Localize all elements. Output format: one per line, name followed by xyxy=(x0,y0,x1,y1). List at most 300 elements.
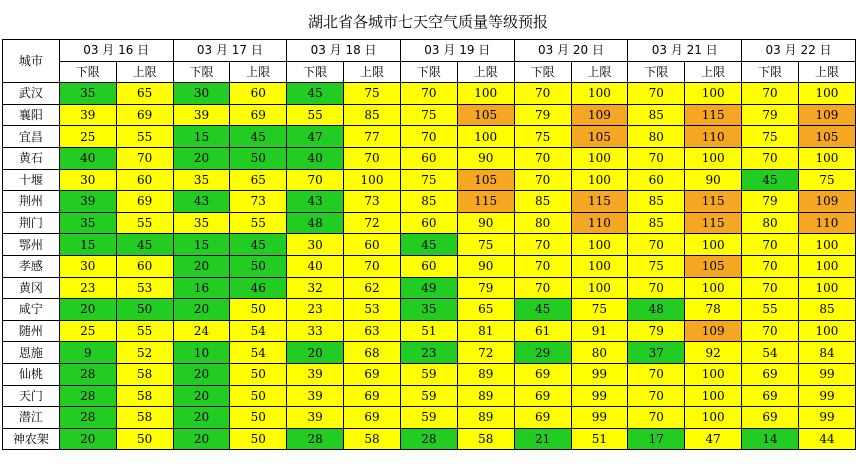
lower-limit-cell: 75 xyxy=(628,255,685,277)
upper-limit-cell: 68 xyxy=(344,342,401,364)
upper-limit-cell: 58 xyxy=(116,363,173,385)
lower-limit-cell: 70 xyxy=(742,320,799,342)
upper-limit-cell: 109 xyxy=(798,104,855,126)
upper-limit-cell: 85 xyxy=(798,299,855,321)
lower-limit-cell: 37 xyxy=(628,342,685,364)
date-header: 03 月 16 日 xyxy=(59,40,173,62)
upper-limit-cell: 90 xyxy=(457,255,514,277)
lower-limit-cell: 69 xyxy=(742,385,799,407)
upper-limit-cell: 60 xyxy=(116,255,173,277)
lower-limit-cell: 54 xyxy=(742,342,799,364)
upper-limit-cell: 45 xyxy=(230,234,287,256)
upper-limit-cell: 105 xyxy=(571,126,628,148)
city-name: 天门 xyxy=(3,385,60,407)
city-name: 神农架 xyxy=(3,428,60,450)
table-body xyxy=(3,83,856,450)
upper-limit-cell: 115 xyxy=(685,104,742,126)
upper-limit-cell: 89 xyxy=(457,363,514,385)
upper-limit-cell: 50 xyxy=(230,385,287,407)
date-header-row xyxy=(3,40,856,62)
upper-limit-header: 上限 xyxy=(457,61,514,83)
lower-limit-cell: 70 xyxy=(514,83,571,105)
upper-limit-cell: 78 xyxy=(685,299,742,321)
table-row xyxy=(3,104,856,126)
upper-limit-header: 上限 xyxy=(798,61,855,83)
upper-limit-cell: 79 xyxy=(457,277,514,299)
upper-limit-cell: 110 xyxy=(798,212,855,234)
lower-limit-cell: 15 xyxy=(173,126,230,148)
lower-limit-cell: 40 xyxy=(59,147,116,169)
upper-limit-cell: 100 xyxy=(344,169,401,191)
upper-limit-cell: 85 xyxy=(344,104,401,126)
lower-limit-header: 下限 xyxy=(742,61,799,83)
upper-limit-cell: 45 xyxy=(230,126,287,148)
table-row xyxy=(3,277,856,299)
upper-limit-cell: 55 xyxy=(116,320,173,342)
upper-limit-cell: 80 xyxy=(571,342,628,364)
lower-limit-cell: 59 xyxy=(400,363,457,385)
upper-limit-cell: 47 xyxy=(685,428,742,450)
lower-limit-cell: 35 xyxy=(400,299,457,321)
lower-limit-cell: 23 xyxy=(287,299,344,321)
upper-limit-cell: 60 xyxy=(344,234,401,256)
lower-limit-cell: 70 xyxy=(287,169,344,191)
lower-limit-cell: 69 xyxy=(514,385,571,407)
date-header: 03 月 19 日 xyxy=(400,40,514,62)
table-row xyxy=(3,234,856,256)
lower-limit-cell: 29 xyxy=(514,342,571,364)
upper-limit-cell: 69 xyxy=(230,104,287,126)
lower-limit-cell: 75 xyxy=(400,169,457,191)
city-name: 仙桃 xyxy=(3,363,60,385)
upper-limit-cell: 91 xyxy=(571,320,628,342)
lower-limit-cell: 60 xyxy=(400,147,457,169)
lower-limit-cell: 28 xyxy=(59,407,116,429)
upper-limit-cell: 115 xyxy=(457,191,514,213)
upper-limit-cell: 100 xyxy=(685,83,742,105)
lower-limit-cell: 85 xyxy=(628,104,685,126)
upper-limit-cell: 69 xyxy=(116,191,173,213)
lower-limit-cell: 28 xyxy=(400,428,457,450)
lower-limit-cell: 32 xyxy=(287,277,344,299)
lower-limit-cell: 70 xyxy=(628,147,685,169)
lower-limit-cell: 79 xyxy=(628,320,685,342)
city-name: 恩施 xyxy=(3,342,60,364)
lower-limit-cell: 20 xyxy=(59,428,116,450)
upper-limit-cell: 62 xyxy=(344,277,401,299)
upper-limit-cell: 99 xyxy=(798,385,855,407)
upper-limit-cell: 50 xyxy=(116,299,173,321)
lower-limit-cell: 59 xyxy=(400,407,457,429)
lower-limit-cell: 70 xyxy=(742,83,799,105)
upper-limit-cell: 50 xyxy=(230,363,287,385)
upper-limit-cell: 70 xyxy=(344,147,401,169)
lower-limit-cell: 79 xyxy=(514,104,571,126)
lower-limit-cell: 48 xyxy=(287,212,344,234)
lower-limit-cell: 59 xyxy=(400,385,457,407)
city-column-header: 城市 xyxy=(3,40,60,83)
upper-limit-header: 上限 xyxy=(685,61,742,83)
upper-limit-cell: 50 xyxy=(230,407,287,429)
date-header: 03 月 20 日 xyxy=(514,40,628,62)
city-name: 黄冈 xyxy=(3,277,60,299)
lower-limit-cell: 45 xyxy=(287,83,344,105)
lower-limit-cell: 40 xyxy=(287,255,344,277)
lower-limit-cell: 20 xyxy=(59,299,116,321)
lower-limit-cell: 70 xyxy=(742,147,799,169)
lower-limit-cell: 35 xyxy=(59,83,116,105)
lower-limit-cell: 85 xyxy=(628,212,685,234)
lower-limit-cell: 25 xyxy=(59,320,116,342)
upper-limit-cell: 65 xyxy=(457,299,514,321)
upper-limit-cell: 109 xyxy=(798,191,855,213)
upper-limit-cell: 100 xyxy=(798,255,855,277)
city-name: 武汉 xyxy=(3,83,60,105)
upper-limit-header: 上限 xyxy=(116,61,173,83)
upper-limit-cell: 69 xyxy=(344,407,401,429)
upper-limit-cell: 100 xyxy=(685,363,742,385)
lower-limit-cell: 80 xyxy=(514,212,571,234)
lower-limit-cell: 30 xyxy=(287,234,344,256)
lower-limit-cell: 69 xyxy=(514,363,571,385)
lower-limit-cell: 30 xyxy=(59,255,116,277)
lower-limit-header: 下限 xyxy=(287,61,344,83)
upper-limit-cell: 50 xyxy=(230,147,287,169)
lower-limit-header: 下限 xyxy=(514,61,571,83)
city-name: 襄阳 xyxy=(3,104,60,126)
lower-limit-cell: 43 xyxy=(173,191,230,213)
upper-limit-cell: 72 xyxy=(457,342,514,364)
upper-limit-cell: 100 xyxy=(685,277,742,299)
upper-limit-cell: 75 xyxy=(344,83,401,105)
upper-limit-cell: 110 xyxy=(571,212,628,234)
upper-limit-cell: 54 xyxy=(230,342,287,364)
lower-limit-cell: 21 xyxy=(514,428,571,450)
upper-limit-cell: 75 xyxy=(457,234,514,256)
upper-limit-cell: 99 xyxy=(571,385,628,407)
lower-limit-cell: 35 xyxy=(173,212,230,234)
lower-limit-cell: 51 xyxy=(400,320,457,342)
upper-limit-cell: 53 xyxy=(344,299,401,321)
city-name: 宜昌 xyxy=(3,126,60,148)
date-header: 03 月 17 日 xyxy=(173,40,287,62)
lower-limit-cell: 15 xyxy=(59,234,116,256)
city-name: 黄石 xyxy=(3,147,60,169)
upper-limit-header: 上限 xyxy=(230,61,287,83)
upper-limit-cell: 90 xyxy=(457,212,514,234)
city-name: 随州 xyxy=(3,320,60,342)
lower-limit-cell: 69 xyxy=(742,363,799,385)
upper-limit-cell: 50 xyxy=(116,428,173,450)
lower-limit-cell: 85 xyxy=(628,191,685,213)
upper-limit-cell: 100 xyxy=(457,83,514,105)
upper-limit-cell: 100 xyxy=(798,277,855,299)
lower-limit-cell: 17 xyxy=(628,428,685,450)
upper-limit-cell: 84 xyxy=(798,342,855,364)
date-header: 03 月 21 日 xyxy=(628,40,742,62)
city-name: 鄂州 xyxy=(3,234,60,256)
upper-limit-cell: 53 xyxy=(116,277,173,299)
lower-limit-cell: 70 xyxy=(628,385,685,407)
upper-limit-header: 上限 xyxy=(571,61,628,83)
lower-limit-header: 下限 xyxy=(173,61,230,83)
upper-limit-cell: 51 xyxy=(571,428,628,450)
upper-limit-cell: 46 xyxy=(230,277,287,299)
upper-limit-cell: 65 xyxy=(116,83,173,105)
lower-limit-cell: 75 xyxy=(400,104,457,126)
table-row xyxy=(3,342,856,364)
lower-limit-cell: 23 xyxy=(59,277,116,299)
upper-limit-cell: 100 xyxy=(798,234,855,256)
lower-limit-cell: 70 xyxy=(628,277,685,299)
lower-limit-cell: 49 xyxy=(400,277,457,299)
upper-limit-cell: 58 xyxy=(344,428,401,450)
lower-limit-cell: 20 xyxy=(173,299,230,321)
lower-limit-cell: 60 xyxy=(628,169,685,191)
lower-limit-cell: 79 xyxy=(742,191,799,213)
lower-limit-cell: 43 xyxy=(287,191,344,213)
upper-limit-cell: 70 xyxy=(344,255,401,277)
lower-limit-cell: 23 xyxy=(400,342,457,364)
table-row xyxy=(3,299,856,321)
lower-limit-cell: 20 xyxy=(173,147,230,169)
lower-limit-cell: 70 xyxy=(628,363,685,385)
upper-limit-cell: 58 xyxy=(116,385,173,407)
upper-limit-cell: 75 xyxy=(571,299,628,321)
upper-limit-cell: 72 xyxy=(344,212,401,234)
table-row xyxy=(3,212,856,234)
upper-limit-cell: 110 xyxy=(685,126,742,148)
city-name: 荆州 xyxy=(3,191,60,213)
upper-limit-cell: 100 xyxy=(685,407,742,429)
upper-limit-cell: 89 xyxy=(457,385,514,407)
lower-limit-cell: 39 xyxy=(287,363,344,385)
lower-limit-cell: 70 xyxy=(514,234,571,256)
lower-limit-cell: 28 xyxy=(287,428,344,450)
upper-limit-cell: 105 xyxy=(457,169,514,191)
upper-limit-cell: 69 xyxy=(344,385,401,407)
upper-limit-cell: 100 xyxy=(798,147,855,169)
lower-limit-cell: 24 xyxy=(173,320,230,342)
upper-limit-cell: 100 xyxy=(571,147,628,169)
lower-limit-cell: 39 xyxy=(287,407,344,429)
lower-limit-cell: 75 xyxy=(742,126,799,148)
table-row xyxy=(3,147,856,169)
lower-limit-cell: 75 xyxy=(514,126,571,148)
lower-limit-cell: 39 xyxy=(59,191,116,213)
table-row xyxy=(3,169,856,191)
lower-limit-header: 下限 xyxy=(628,61,685,83)
lower-limit-cell: 70 xyxy=(400,83,457,105)
lower-limit-cell: 15 xyxy=(173,234,230,256)
upper-limit-cell: 81 xyxy=(457,320,514,342)
upper-limit-cell: 100 xyxy=(571,277,628,299)
lower-limit-cell: 70 xyxy=(400,126,457,148)
lower-limit-cell: 30 xyxy=(173,83,230,105)
page-title: 湖北省各城市七天空气质量等级预报 xyxy=(307,13,548,31)
lower-limit-cell: 10 xyxy=(173,342,230,364)
table-row xyxy=(3,363,856,385)
upper-limit-cell: 105 xyxy=(457,104,514,126)
lower-limit-cell: 45 xyxy=(400,234,457,256)
upper-limit-cell: 55 xyxy=(230,212,287,234)
table-row xyxy=(3,191,856,213)
lower-limit-cell: 60 xyxy=(400,212,457,234)
upper-limit-cell: 109 xyxy=(685,320,742,342)
upper-limit-cell: 100 xyxy=(798,83,855,105)
upper-limit-cell: 75 xyxy=(798,169,855,191)
upper-limit-cell: 54 xyxy=(230,320,287,342)
air-quality-forecast-table xyxy=(2,39,856,450)
upper-limit-cell: 89 xyxy=(457,407,514,429)
upper-limit-cell: 50 xyxy=(230,299,287,321)
lower-limit-cell: 45 xyxy=(742,169,799,191)
upper-limit-cell: 100 xyxy=(457,126,514,148)
lower-limit-cell: 20 xyxy=(173,428,230,450)
lower-limit-cell: 33 xyxy=(287,320,344,342)
upper-limit-cell: 90 xyxy=(685,169,742,191)
limit-header-row xyxy=(3,61,856,83)
lower-limit-cell: 20 xyxy=(173,407,230,429)
upper-limit-cell: 73 xyxy=(230,191,287,213)
upper-limit-cell: 52 xyxy=(116,342,173,364)
upper-limit-cell: 44 xyxy=(798,428,855,450)
lower-limit-cell: 70 xyxy=(742,277,799,299)
table-row xyxy=(3,385,856,407)
lower-limit-cell: 70 xyxy=(628,407,685,429)
upper-limit-cell: 100 xyxy=(571,83,628,105)
date-header: 03 月 18 日 xyxy=(287,40,401,62)
lower-limit-cell: 20 xyxy=(173,385,230,407)
upper-limit-cell: 100 xyxy=(571,234,628,256)
city-name: 荆门 xyxy=(3,212,60,234)
upper-limit-cell: 60 xyxy=(230,83,287,105)
upper-limit-cell: 99 xyxy=(798,363,855,385)
upper-limit-cell: 63 xyxy=(344,320,401,342)
lower-limit-cell: 9 xyxy=(59,342,116,364)
lower-limit-cell: 28 xyxy=(59,363,116,385)
upper-limit-cell: 115 xyxy=(571,191,628,213)
lower-limit-cell: 30 xyxy=(59,169,116,191)
table-row xyxy=(3,407,856,429)
upper-limit-cell: 55 xyxy=(116,126,173,148)
lower-limit-cell: 55 xyxy=(287,104,344,126)
lower-limit-cell: 70 xyxy=(514,277,571,299)
lower-limit-cell: 70 xyxy=(742,234,799,256)
lower-limit-cell: 85 xyxy=(514,191,571,213)
upper-limit-cell: 100 xyxy=(571,255,628,277)
upper-limit-cell: 100 xyxy=(685,147,742,169)
upper-limit-cell: 60 xyxy=(116,169,173,191)
lower-limit-cell: 40 xyxy=(287,147,344,169)
upper-limit-cell: 90 xyxy=(457,147,514,169)
lower-limit-cell: 70 xyxy=(514,169,571,191)
lower-limit-header: 下限 xyxy=(59,61,116,83)
upper-limit-cell: 115 xyxy=(685,191,742,213)
table-row xyxy=(3,320,856,342)
upper-limit-cell: 100 xyxy=(798,320,855,342)
lower-limit-cell: 69 xyxy=(514,407,571,429)
lower-limit-cell: 35 xyxy=(59,212,116,234)
table-row xyxy=(3,83,856,105)
lower-limit-cell: 61 xyxy=(514,320,571,342)
lower-limit-cell: 28 xyxy=(59,385,116,407)
lower-limit-cell: 55 xyxy=(742,299,799,321)
lower-limit-cell: 35 xyxy=(173,169,230,191)
lower-limit-cell: 48 xyxy=(628,299,685,321)
table-row xyxy=(3,428,856,450)
table-header xyxy=(3,40,856,83)
lower-limit-cell: 69 xyxy=(742,407,799,429)
upper-limit-cell: 70 xyxy=(116,147,173,169)
lower-limit-cell: 70 xyxy=(628,83,685,105)
city-name: 咸宁 xyxy=(3,299,60,321)
lower-limit-cell: 79 xyxy=(742,104,799,126)
lower-limit-cell: 25 xyxy=(59,126,116,148)
lower-limit-cell: 80 xyxy=(742,212,799,234)
upper-limit-cell: 65 xyxy=(230,169,287,191)
upper-limit-cell: 92 xyxy=(685,342,742,364)
lower-limit-cell: 60 xyxy=(400,255,457,277)
upper-limit-cell: 55 xyxy=(116,212,173,234)
upper-limit-cell: 50 xyxy=(230,428,287,450)
lower-limit-header: 下限 xyxy=(400,61,457,83)
upper-limit-cell: 115 xyxy=(685,212,742,234)
table-row xyxy=(3,255,856,277)
upper-limit-cell: 58 xyxy=(116,407,173,429)
lower-limit-cell: 45 xyxy=(514,299,571,321)
lower-limit-cell: 16 xyxy=(173,277,230,299)
city-name: 孝感 xyxy=(3,255,60,277)
lower-limit-cell: 70 xyxy=(514,147,571,169)
city-name: 十堰 xyxy=(3,169,60,191)
upper-limit-cell: 99 xyxy=(571,407,628,429)
upper-limit-cell: 50 xyxy=(230,255,287,277)
upper-limit-cell: 100 xyxy=(685,234,742,256)
upper-limit-cell: 105 xyxy=(798,126,855,148)
lower-limit-cell: 39 xyxy=(287,385,344,407)
upper-limit-cell: 73 xyxy=(344,191,401,213)
lower-limit-cell: 39 xyxy=(173,104,230,126)
city-name: 潜江 xyxy=(3,407,60,429)
upper-limit-cell: 105 xyxy=(685,255,742,277)
lower-limit-cell: 70 xyxy=(628,234,685,256)
lower-limit-cell: 80 xyxy=(628,126,685,148)
date-header: 03 月 22 日 xyxy=(742,40,856,62)
lower-limit-cell: 47 xyxy=(287,126,344,148)
lower-limit-cell: 85 xyxy=(400,191,457,213)
lower-limit-cell: 20 xyxy=(173,255,230,277)
lower-limit-cell: 20 xyxy=(173,363,230,385)
upper-limit-cell: 77 xyxy=(344,126,401,148)
lower-limit-cell: 20 xyxy=(287,342,344,364)
lower-limit-cell: 14 xyxy=(742,428,799,450)
upper-limit-cell: 99 xyxy=(571,363,628,385)
upper-limit-cell: 69 xyxy=(344,363,401,385)
upper-limit-cell: 69 xyxy=(116,104,173,126)
upper-limit-header: 上限 xyxy=(344,61,401,83)
upper-limit-cell: 45 xyxy=(116,234,173,256)
upper-limit-cell: 109 xyxy=(571,104,628,126)
table-row xyxy=(3,126,856,148)
upper-limit-cell: 58 xyxy=(457,428,514,450)
upper-limit-cell: 100 xyxy=(571,169,628,191)
lower-limit-cell: 70 xyxy=(742,255,799,277)
upper-limit-cell: 99 xyxy=(798,407,855,429)
lower-limit-cell: 39 xyxy=(59,104,116,126)
lower-limit-cell: 70 xyxy=(514,255,571,277)
upper-limit-cell: 100 xyxy=(685,385,742,407)
